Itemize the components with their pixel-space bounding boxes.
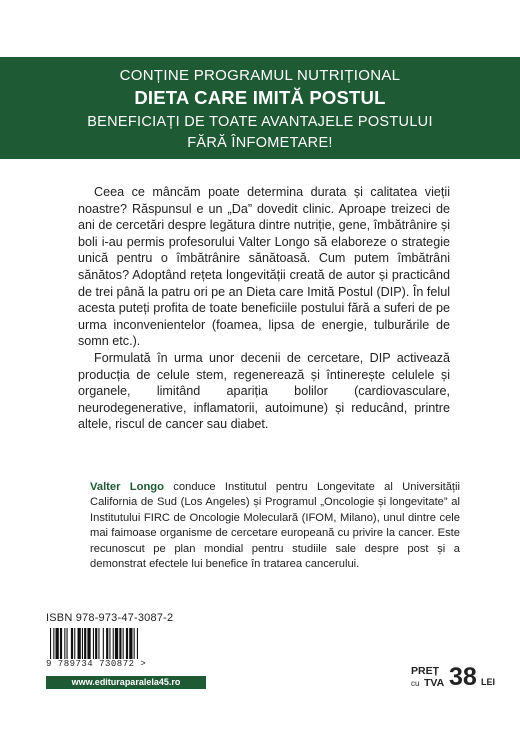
publisher-website: www.edituraparalela45.ro — [46, 676, 206, 689]
author-bio-text: conduce Institutul pentru Longevitate al Universității California de Sud (Los Angeles) și Programul „Oncologie și longevitate” al Institutului FIRC de Oncologie Moleculară (IFOM, Milano), unul dintre cele mai faimoase organisme de cercetare europeană cu privire la cancer. Este recunoscut pe plan mondial pentru studiile sale despre post și a demonstrat efectele lui benefice în tratarea cancerului. — [90, 481, 460, 571]
price-tag — [411, 663, 496, 693]
price-tva-label: TVA — [424, 677, 445, 689]
price-currency: LEI — [481, 677, 496, 687]
book-description — [78, 184, 450, 433]
price-value: 38 — [449, 663, 477, 691]
banner-line-4: FĂRĂ ÎNFOMETARE! — [187, 135, 333, 151]
banner-title: DIETA CARE IMITĂ POSTUL — [134, 87, 386, 108]
description-paragraph-2: Formulată în urma unor decenii de cercetare, DIP activează producția de celule stem, regenerează și întinerește celulele și organele, limitând apariția bolilor (cardiovasculare, neurodegenerative, inflamatorii, autoimune) și reducând, printre altele, riscul de cancer sau diabet. — [78, 350, 450, 432]
isbn-label: ISBN 978-973-47-3087-2 — [46, 612, 174, 624]
banner-line-1: CONȚINE PROGRAMUL NUTRIȚIONAL — [119, 67, 401, 84]
author-bio — [90, 480, 460, 572]
author-name: Valter Longo — [90, 481, 164, 493]
banner-line-3: BENEFICIAȚI DE TOATE AVANTAJELE POSTULUI — [87, 114, 433, 130]
price-sub-label: cu — [411, 679, 420, 688]
barcode-number: 9 789734 730872 > — [46, 659, 206, 669]
price-label: PREȚ — [411, 665, 440, 677]
description-paragraph-1: Ceea ce mâncăm poate determina durata și calitatea vieții noastre? Răspunsul e un „Da” dovedit clinic. Aproape treizeci de ani de cercetări despre legătura dintre nutriție, gene, îmbătrânire și boli i-au permis profesorului Valter Longo să elaboreze o strategie unică pentru o îmbătrânire sănătoasă. Cum putem îmbătrâni sănătos? Adoptând rețeta longevității creată de autor și practicând de trei până la patru ori pe an Dieta care Imită Postul (DIP). În felul acesta puteți profita de toate beneficiile postului fără a suferi de pe urma inconvenientelor (foamea, lipsa de energie, tulburările de somn etc.). — [78, 185, 450, 349]
green-banner — [0, 57, 520, 159]
